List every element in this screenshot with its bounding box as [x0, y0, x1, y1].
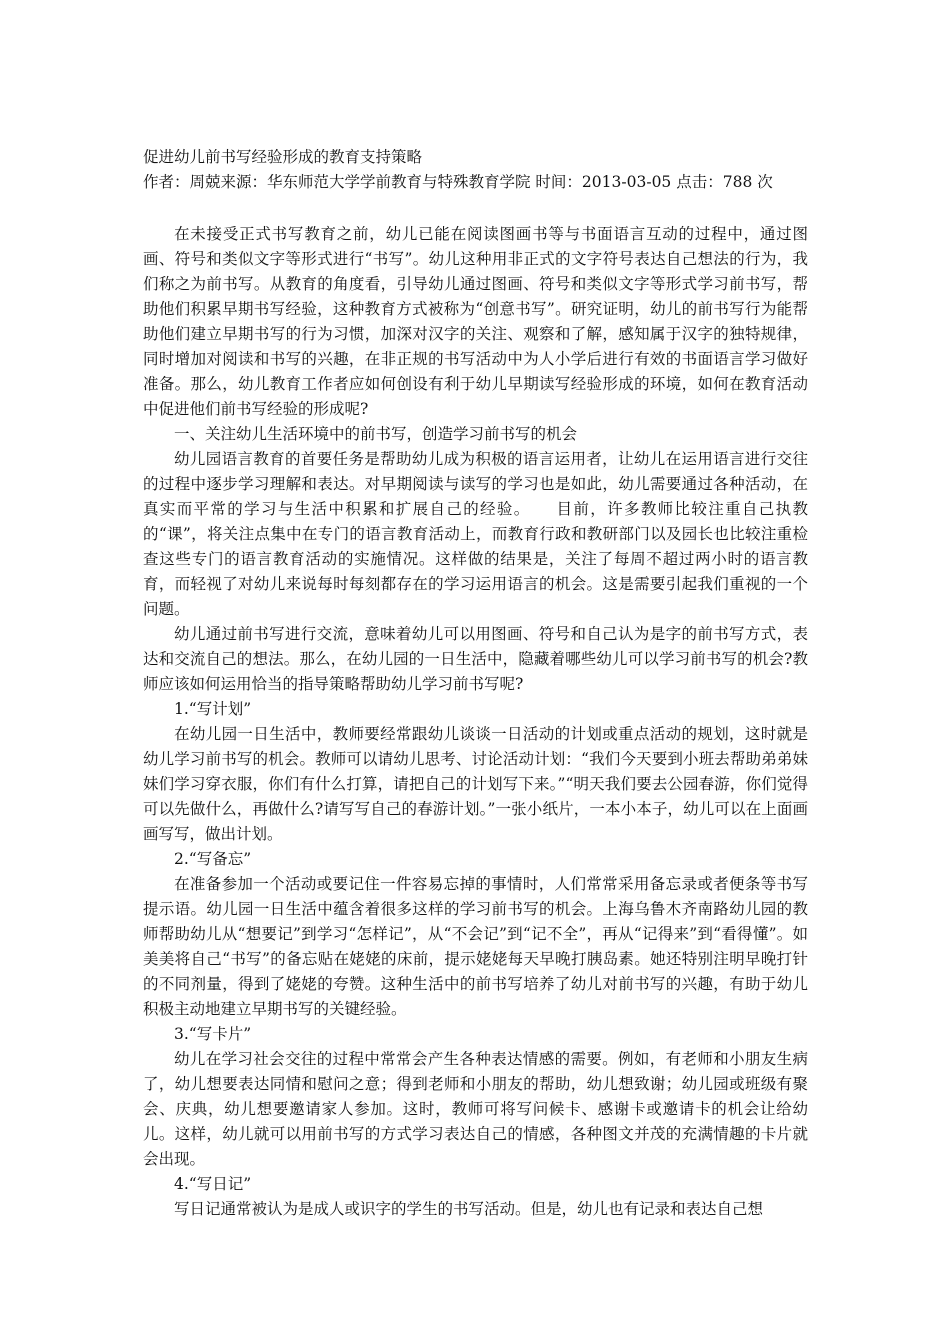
paragraph-language-education: 幼儿园语言教育的首要任务是帮助幼儿成为积极的语言运用者，让幼儿在运用语言进行交往的过程中逐步学习理解和表达。对早期阅读与读写的学习也是如此，幼儿需要通过各种活动，在真实而平常的学习与生活中积累和扩展自己的经验。 目前，许多教师比较注重自己执教的“课”，将关注点集中在专门的语言教育活动上，而教育行政和教研部门以及园长也比较注重检查这些专门的语言教育活动的实施情况。这样做的结果是，关注了每周不超过两小时的语言教育，而轻视了对幼儿来说每时每刻都存在的学习运用语言的机会。这是需要引起我们重视的一个问题。	[143, 450, 808, 618]
paragraph-write-diary: 写日记通常被认为是成人或识字的学生的书写活动。但是，幼儿也有记录和表达自己想	[174, 1200, 764, 1218]
document-meta: 作者：周兢来源：华东师范大学学前教育与特殊教育学院 时间：2013-03-05 点击：788 次	[143, 173, 773, 191]
subheading-write-card: 3.“写卡片”	[174, 1025, 252, 1043]
subheading-write-memo: 2.“写备忘”	[174, 850, 252, 868]
paragraph-communication: 幼儿通过前书写进行交流，意味着幼儿可以用图画、符号和自己认为是字的前书写方式，表达和交流自己的想法。那么，在幼儿园的一日生活中，隐藏着哪些幼儿可以学习前书写的机会?教师应该如何运用恰当的指导策略帮助幼儿学习前书写呢?	[143, 625, 808, 693]
subheading-write-diary: 4.“写日记”	[174, 1175, 252, 1193]
spacer	[143, 195, 808, 222]
paragraph-intro: 在未接受正式书写教育之前，幼儿已能在阅读图画书等与书面语言互动的过程中，通过图画、符号和类似文字等形式进行“书写”。幼儿这种用非正式的文字符号表达自己想法的行为，我们称之为前书写。从教育的角度看，引导幼儿通过图画、符号和类似文字等形式学习前书写，帮助他们积累早期书写经验，这种教育方式被称为“创意书写”。研究证明，幼儿的前书写行为能帮助他们建立早期书写的行为习惯，加深对汉字的关注、观察和了解，感知属于汉字的独特规律，同时增加对阅读和书写的兴趣，在非正规的书写活动中为人小学后进行有效的书面语言学习做好准备。那么，幼儿教育工作者应如何创设有利于幼儿早期读写经验形成的环境，如何在教育活动中促进他们前书写经验的形成呢?	[143, 225, 808, 418]
subheading-write-plan: 1.“写计划”	[174, 700, 252, 718]
section-heading-1: 一、关注幼儿生活环境中的前书写，创造学习前书写的机会	[174, 425, 578, 443]
document-title: 促进幼儿前书写经验形成的教育支持策略	[143, 148, 423, 166]
paragraph-write-card: 幼儿在学习社会交往的过程中常常会产生各种表达情感的需要。例如，有老师和小朋友生病了，幼儿想要表达同情和慰问之意；得到老师和小朋友的帮助，幼儿想致谢；幼儿园或班级有聚会、庆典，幼儿想要邀请家人参加。这时，教师可将写问候卡、感谢卡或邀请卡的机会让给幼儿。这样，幼儿就可以用前书写的方式学习表达自己的情感，各种图文并茂的充满情趣的卡片就会出现。	[143, 1050, 808, 1168]
paragraph-write-memo: 在准备参加一个活动或要记住一件容易忘掉的事情时，人们常常采用备忘录或者便条等书写提示语。幼儿园一日生活中蕴含着很多这样的学习前书写的机会。上海乌鲁木齐南路幼儿园的教师帮助幼儿从“想要记”到学习“怎样记”，从“不会记”到“记不全”，再从“记得来”到“看得懂”。如美美将自己“书写”的备忘贴在姥姥的床前，提示姥姥每天早晚打胰岛素。她还特别注明早晚打针的不同剂量，得到了姥姥的夸赞。这种生活中的前书写培养了幼儿对前书写的兴趣，有助于幼儿积极主动地建立早期书写的关键经验。	[143, 875, 808, 1018]
document-page	[143, 145, 808, 1222]
paragraph-write-plan: 在幼儿园一日生活中，教师要经常跟幼儿谈谈一日活动的计划或重点活动的规划，这时就是幼儿学习前书写的机会。教师可以请幼儿思考、讨论活动计划：“我们今天要到小班去帮助弟弟妹妹们学习穿衣服，你们有什么打算，请把自己的计划写下来。”“明天我们要去公园春游，你们觉得可以先做什么，再做什么?请写写自己的春游计划。”一张小纸片，一本小本子，幼儿可以在上面画画写写，做出计划。	[143, 725, 808, 843]
